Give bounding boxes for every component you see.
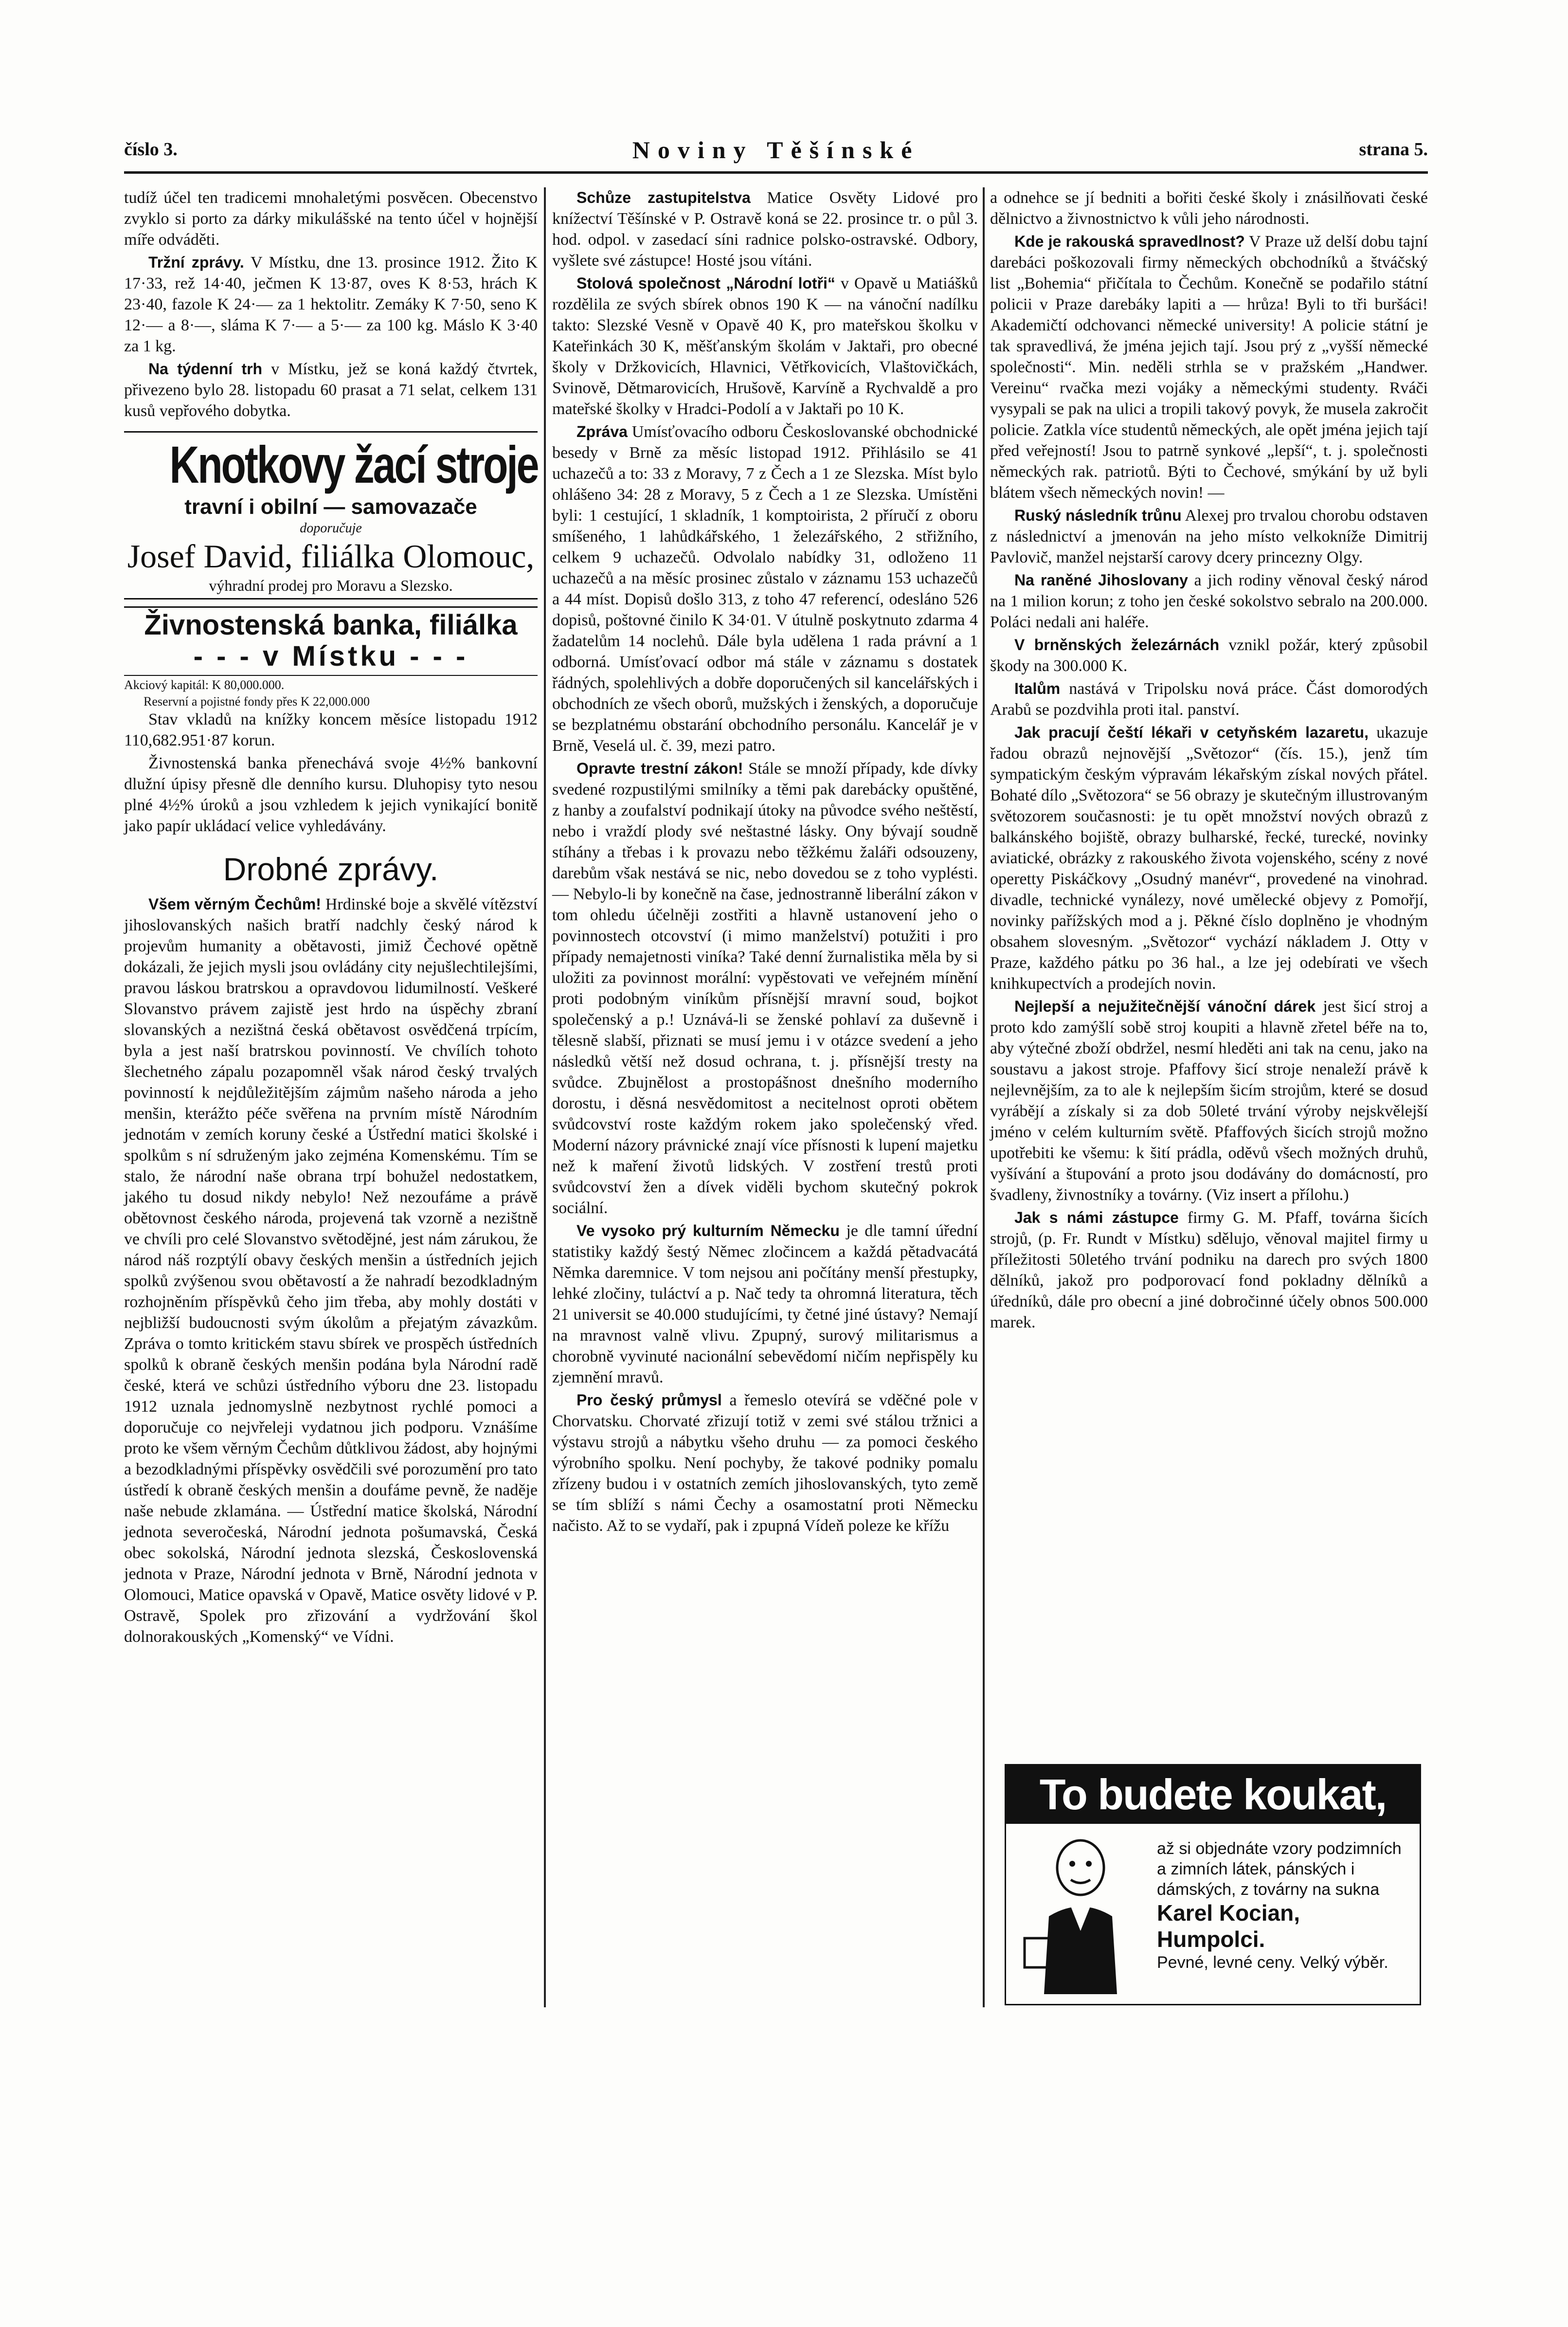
article-title: Schůze zastupitelstva (577, 189, 751, 206)
man-illustration (1015, 1834, 1146, 1994)
article-title: Zpráva (577, 423, 628, 440)
ad-firm: Karel Kocian, Humpolci. (1157, 1900, 1300, 1952)
article (552, 1390, 978, 1536)
article (552, 273, 978, 419)
article-title: Pro český průmysl (577, 1391, 722, 1409)
article-text: je dle tamní úřední statistiky každý šestý Němec zločincem a každá pětadvacátá Němka daremnice. V tom nejsou ani počítány menší přestupky, lehké zločiny, tuláctví a p. Nač tedy ta ohromná literatura, těch 21 universit se 40.000 studujícími, ty četné jiné ústavy? Nemají na mravnost valně vlivu. Zpupný, surový militarismus a chorobně vyvinuté nacionální sebevědomí ničím nepřispěly ku zjemnění mravů. (552, 1222, 978, 1386)
article-text: ukazuje řadou obrazů nejnovější „Světozor“ (čís. 15.), jenž tím sympatickým českým výpravám lékařským získal nových přátel. Bohaté dílo „Světozora“ se 56 obrazy je skutečným illustrovaným světozorem současnosti: je tu opět množství nových obrazů z balkánského bojiště, obrazy bulharské, řecké, turecké, novinky aviatické, obrázky z rakouského života vojenského, scény z nové operetty Piskáčkovy „Osudný manévr“, provedené na vinohrad. divadle, technické vynálezy, nové umělecké objevy z Pomořjí, novinky pařížských mod a j. Pěkné číslo doplněno je vhodným obsahem slovesným. „Světozor“ vychází nákladem J. Otty v Praze, každého pátku po 36 hal., a lze jej odebírati ve všech knihkupectvích a prodejích novin. (990, 724, 1428, 993)
page-header (124, 136, 1428, 168)
column-1 (124, 187, 538, 1649)
article (990, 505, 1428, 568)
article-weekly (124, 359, 538, 421)
article-text: a řemeslo otevírá se vděčné pole v Chorvatsku. Chorvaté zřizují totiž v zemi své stálou tržnici a výstavu strojů a nábytku všeho druhu — za pomoci českého výrobního spolku. Není pochyby, že takové podniky pomalu zřízeny budou i v ostatních zemích jihoslovanských, tyto země se tím sblíží s námi Čechy a osamostatní proti Německu načisto. Až to se vydaří, pak i zpupná Vídeň poleze ke křížu (552, 1391, 978, 1535)
ad-text-block (1157, 1838, 1410, 1973)
advertisement-bank (124, 606, 538, 836)
article-cechum (124, 894, 538, 1647)
article-text: Stále se množí případy, kde dívky svedené rozpustilými smilníky a těmi pak darebácky opuštěné, z hanby a zoufalství podnikají útoky na původce svého neštěstí, nebo i vraždí plody své neštastné lásky. Ony bývají soudně stíhány a třebas i k provazu nebo těžkému žaláři odsouzeny, darebům však nestává se nic, nebo dovedou se z toho vyplésti. — Nebylo-li by konečně na čase, jednostranně liberální zákon v tom ohledu účelněji zostřiti a hlavně ustanovení jeho o povinnostech otcovství (i mimo manželství) potužiti i pro případy nemajetnosti viníka? Také denní žurnalistika měla by si uložiti za povinnost morální: vypěstovati ve veřejném mínění proti podobným viníkům přísnější mravní soud, bojkot společenský a p.! Uznává-li se ženské pohlaví za duševně i tělesně slabší, přiznati se musí jemu i v otázce svedení a jeho následků větší než dosud ochrana, t. j. přísnější tresty na svůdce. Zbujnělost a prostopášnost dnešního moderního dorostu, i děsná nesvědomitost a necitelnost oproti obětem svůdcovství roste každým rokem jako společenský vřed. Moderní názory právnické znají více přísnosti k lupení majetku než k maření životů lidských. V zostření trestů proti svůdcovství žen a dívek viděli bychom skutečný pokrok sociální. (552, 760, 978, 1217)
article-title: Ve vysoko prý kulturním Německu (577, 1222, 840, 1239)
bank-branch: - - - v Místku - - - (193, 640, 469, 672)
article-text: firmy G. M. Pfaff, továrna šicích strojů, (p. Fr. Rundt v Místku) sdělujo, věnoval majitel firmy u příležitosti 50letého trvání podniku na darech pro svých 1800 dělníků, jakož pro podporovací fond pokladny dělníků a úředníků, dále pro obecní a jiné dobročinné účely obnos 500.000 marek. (990, 1209, 1428, 1331)
column-3 (990, 187, 1428, 1335)
article-title: Kde je rakouská spravedlnost? (1014, 233, 1245, 250)
article-title: Stolová společnost „Národní lotři“ (577, 274, 835, 292)
page-number: strana 5. (1359, 139, 1428, 160)
bank-capital: Akciový kapitál: K 80,000.000. (124, 675, 538, 692)
column-separator (983, 187, 985, 2007)
ad-vendor: Josef David, filiálka Olomouc, (127, 538, 535, 575)
article-title: Tržní zprávy. (148, 254, 244, 271)
article-text: V Praze už delší dobu tajní darebáci poškozovali firmy německých obchodníků a štváčský list „Bohemia“ přičítala to Čechům. Konečně se podařilo státní policii v Praze darebáky lapiti a — hrůza! Byli to tři buršáci! Akademičtí odchovanci německé university! A policie státní je tak spravedlivá, že jména jejich tají. Jsou prý z „vyšší německé společnosti“. Min. neděli strhla se v pražském „Handwer. Vereinu“ rvačka mezi vojáky a německými studenty. Rváči vysypali se pak na ulici a tropili takový povyk, že musela zakročit policie. Zatkla více studentů německých, ale opět jména jejich tají před veřejností! Jsou to patrně synkové „lepší“, t. j. společnosti německých rak. patriotů. Býti to Čechové, smýkání by už byli blátem všech německých novin! — (990, 233, 1428, 502)
header-rule (124, 171, 1428, 174)
ad-headline: To budete koukat, (1006, 1765, 1420, 1824)
article (990, 996, 1428, 1205)
article-title: Na týdenní trh (148, 360, 263, 378)
ad-tagline: Pevné, levné ceny. Velký výběr. (1157, 1953, 1388, 1972)
article-title: Jak pracují čeští lékaři v cetyňském lazaretu, (1014, 724, 1369, 741)
article-text: Matice Osvěty Lidové pro knížectví Těšínské v P. Ostravě koná se 22. prosince tr. o půl 3. hod. odpol. v zasedací síni radnice polsko-ostravské. Odbory, vyšlete své zástupce! Hosté jsou vítáni. (552, 189, 978, 270)
article-continuation: a odnehce se jí bedniti a bořiti české školy i znásilňovati české dělnictvo a živnostnictvo k vůli jeho národnosti. (990, 189, 1428, 228)
article-text: Hrdinské boje a skvělé vítězství jihoslovanských našich bratří nadchly český národ k projevům humanity a obětavosti, jimiž Čechové opětně dokázali, že jejich mysli jsou ovládány city nejušlechtilejšími, pravou láskou bratrskou a opravdovou lidumilností. Veškeré Slovanstvo právem zajistě jest hrdo na úspěchy zbraní slovanských a nezištná česká obětavost osvědčená trpícím, byla a jest naší bratrskou povinností. Ve chvílích tohoto šlechetného zápalu pozapomněl však národ český trvalých povinností k nejdůležitějším zájmům našeho národa a jeho menšin, kterážto péče svěřena na prvním místě Národním jednotám v zemích koruny české a Ústřední matici školské i spolkům s ní sdruženým jako zejména Komenskému. Tím se stalo, že národní naše obrana trpí bohužel nedostatkem, jakého tu dosud nikdy nebylo! Než nezoufáme a právě obětovnost českého národa, projevená tak vzorně a nezištně ve chvíli pro celé Slovanstvo světodějné, jest nám zárukou, že národ náš rozptýlí obavy českých menšin a ústředních jejich spolků zvýšenou svou obětavostí a že nahradí bezodkladným rozhojněním příspěvků čeho jim třeba, aby mohly dostáti v nejbližší budoucnosti svým úkolům a přejatým závazkům. Zpráva o tomto kritickém stavu sbírek ve prospěch ústředních spolků k obraně českých menšin podána byla Národní radě české, která ve schůzi ústředního výboru dne 23. listopadu 1912 uznala jednomyslně nezbytnost rychlé pomoci a doporučuje co nejvřeleji vydatnou jich podporu. Vznášíme proto ke všem věrným Čechům důtklivou žádost, aby hojnými a bezodkladnými příspěvky osvědčili své porozumění pro tato ústředí k obraně českých menšin a doufáme pevně, že naděje naše nebude zklamána. — Ústřední matice školská, Národní jednota severočeská, Národní jednota pošumavská, Česká obec sokolská, Národní jednota slezská, Československá jednota v Praze, Národní jednota v Brně, Národní jednota v Olomouci, Matice opavská v Opavě, Matice osvěty lidové v P. Ostravě, Spolek pro zřizování a vydržování škol dolnorakouských „Komenský“ ve Vídni. (124, 895, 538, 1646)
article (552, 187, 978, 271)
column-2 (552, 187, 978, 1538)
bank-bonds: Živnostenská banka přenechává svoje 4½% bankovní dlužní úpisy přesně dle denního kursu. Dluhopisy tyto nesou plné 4½% úroků a jsou vzhledem k jejich vynikající bonitě jako papír ukládací velice vyhledávány. (124, 754, 538, 835)
ad-subline: travní i obilní — samovazače (184, 495, 477, 519)
newspaper-title: Noviny Těšínské (632, 136, 920, 164)
article (552, 1220, 978, 1388)
article-title: Ruský následník trůnu (1014, 507, 1182, 524)
article-text: V Místku, dne 13. prosince 1912. Žito K 17·33, rež 14·40, ječmen K 13·87, oves K 8·53, hrách K 23·40, fazole K 24·— za 1 hektolitr. Zemáky K 7·50, seno K 12·— a 8·—, sláma K 7·— a 5·— za 100 kg. Máslo K 3·40 za 1 kg. (124, 254, 538, 355)
ad-headline: Knotkovy žací stroje (169, 435, 538, 494)
article (552, 758, 978, 1218)
article-title: Jak s námi zástupce (1014, 1209, 1179, 1226)
article (990, 231, 1428, 503)
section-heading: Drobné zprávy. (223, 851, 439, 887)
article-market (124, 252, 538, 357)
article-text: Alexej pro trvalou chorobu odstaven z následnictví a jmenován na jeho místo velkokníže Dimitrij Pavlovič, manžel nejstarší carovy dcery princezny Olgy. (990, 507, 1428, 566)
bank-deposits: Stav vkladů na knížky koncem měsíce listopadu 1912 110,682.951·87 korun. (124, 710, 538, 749)
article-title: Italům (1014, 680, 1061, 697)
article (990, 1207, 1428, 1333)
bank-name: Živnostenská banka, filiálka (144, 609, 518, 641)
article-text: v Místku, jež se koná každý čtvrtek, přivezeno bylo 28. listopadu 60 prasat a 71 selat, celkem 131 kusů vepřového dobytka. (124, 360, 538, 420)
article-continuation: tudíž účel ten tradicemi mnohaletými posvěcen. Obecenstvo zvyklo si porto za dárky mikulášské na tento účel v hojnější míře odváděti. (124, 189, 538, 249)
article (552, 421, 978, 756)
advertisement-knotek (124, 431, 538, 600)
article-title: V brněnských železárnách (1014, 636, 1220, 654)
ad-text: až si objednáte vzory podzimních a zimních látek, pánských i dámských, z továrny na sukna (1157, 1839, 1402, 1899)
article-text: jest šicí stroj a proto kdo zamýšlí sobě stroj koupiti a hlavně zřetel béře na to, aby výtečné zboží obdržel, nesmí hleděti ani tak na cenu, jako na soustavu a jakost stroje. Pfaffovy šicí stroje nenaleží právě k nejlevnějším, za to ale k nejlepším šicím strojům, které se dosud vyrábějí a získaly si za dob 50leté trvání výroby nejskvělejší jméno v celém kulturním světě. Pfaffových šicích strojů možno upotřebiti ke všemu: k šití prádla, oděvů všech možných druhů, vyšívání a štupování a proto jsou dodávány do domácností, pro švadleny, živnostníky a továrny. (Viz insert a přílohu.) (990, 998, 1428, 1204)
article-title: Nejlepší a nejužitečnější vánoční dárek (1014, 998, 1316, 1015)
article (990, 678, 1428, 720)
article-text: Umísťovacího odboru Českoslovanské obchodnické besedy v Brně za měsíc listopad 1912. Přihlásilo se 41 uchazečů a to: 33 z Moravy, 7 z Čech a 1 ze Slezska. Míst bylo ohlášeno 34: 28 z Moravy, 5 z Čech a 1 ze Slezska. Umístěni byli: 1 cestující, 1 skladník, 1 komptoirista, 2 příručí z oboru smíšeného, 1 lahůdkářského, 1 železářského, 2 střižního, celkem 9 uchazečů. Odvolalo nabídky 31, odloženo 11 uchazečů a na měsíc prosinec zůstalo v záznamu 153 uchazečů a 44 míst. Dopisů došlo 313, z toho 47 referencí, odesláno 526 dopisů, poštovné činilo K 34·01. V útulně poskytnuto zdarma 4 žadatelům 14 noclehů. Dále byla udělena 1 rada právní a 1 odborná. Umísťovací odbor má stále v záznamu s dostatek řádných, spolehlivých a dobře doporučených sil kancelářských i obchodních ze všech oborů, mužských i ženských, a doporučuje se bezplatnému obstarání obchodního personálu. Kancelář je v Brně, Veselá ul. č. 39, mezi patro. (552, 423, 978, 755)
article-title: Opravte trestní zákon! (577, 760, 743, 777)
article-text: vznikl požár, který způsobil škody na 300.000 K. (990, 636, 1428, 675)
ad-exclusive: výhradní prodej pro Moravu a Slezsko. (209, 577, 453, 594)
issue-number: číslo 3. (124, 139, 178, 160)
article (990, 635, 1428, 676)
article-text: nastává v Tripolsku nová práce. Část domorodých Arabů se pozdvihla proti ital. panství. (990, 680, 1428, 719)
advertisement-kocian (1005, 1764, 1421, 2005)
article-text: a jich rodiny věnoval český národ na 1 milion korun; z toho jen české sokolstvo sebralo na 200.000. Poláci nedali ani haléře. (990, 571, 1428, 631)
article-title: Všem věrným Čechům! (148, 895, 321, 913)
column-separator (544, 187, 546, 2007)
ad-recommend: doporučuje (300, 521, 362, 536)
article (990, 722, 1428, 994)
article-text: v Opavě u Matiášků rozdělila ze svých sbírek obnos 190 K — na vánoční nadílku takto: Slezské Vesně v Opavě 40 K, pro mateřskou školku v Kateřinkách 30 K, měšťanským školám v Jaktaři, pro obecné školy v Držkovicích, Hlavnici, Větřkovicích, Vlaštovičkách, Svinově, Dětmarovicích, Hrušově, Karvíně a Rychvaldě a pro mateřské školky v Hradci-Podolí a v Jaktaři po 10 K. (552, 274, 978, 418)
article-title: Na raněné Jihoslovany (1014, 571, 1188, 589)
article (990, 570, 1428, 633)
bank-reserves: Reservní a pojistné fondy přes K 22,000.000 (144, 694, 370, 709)
